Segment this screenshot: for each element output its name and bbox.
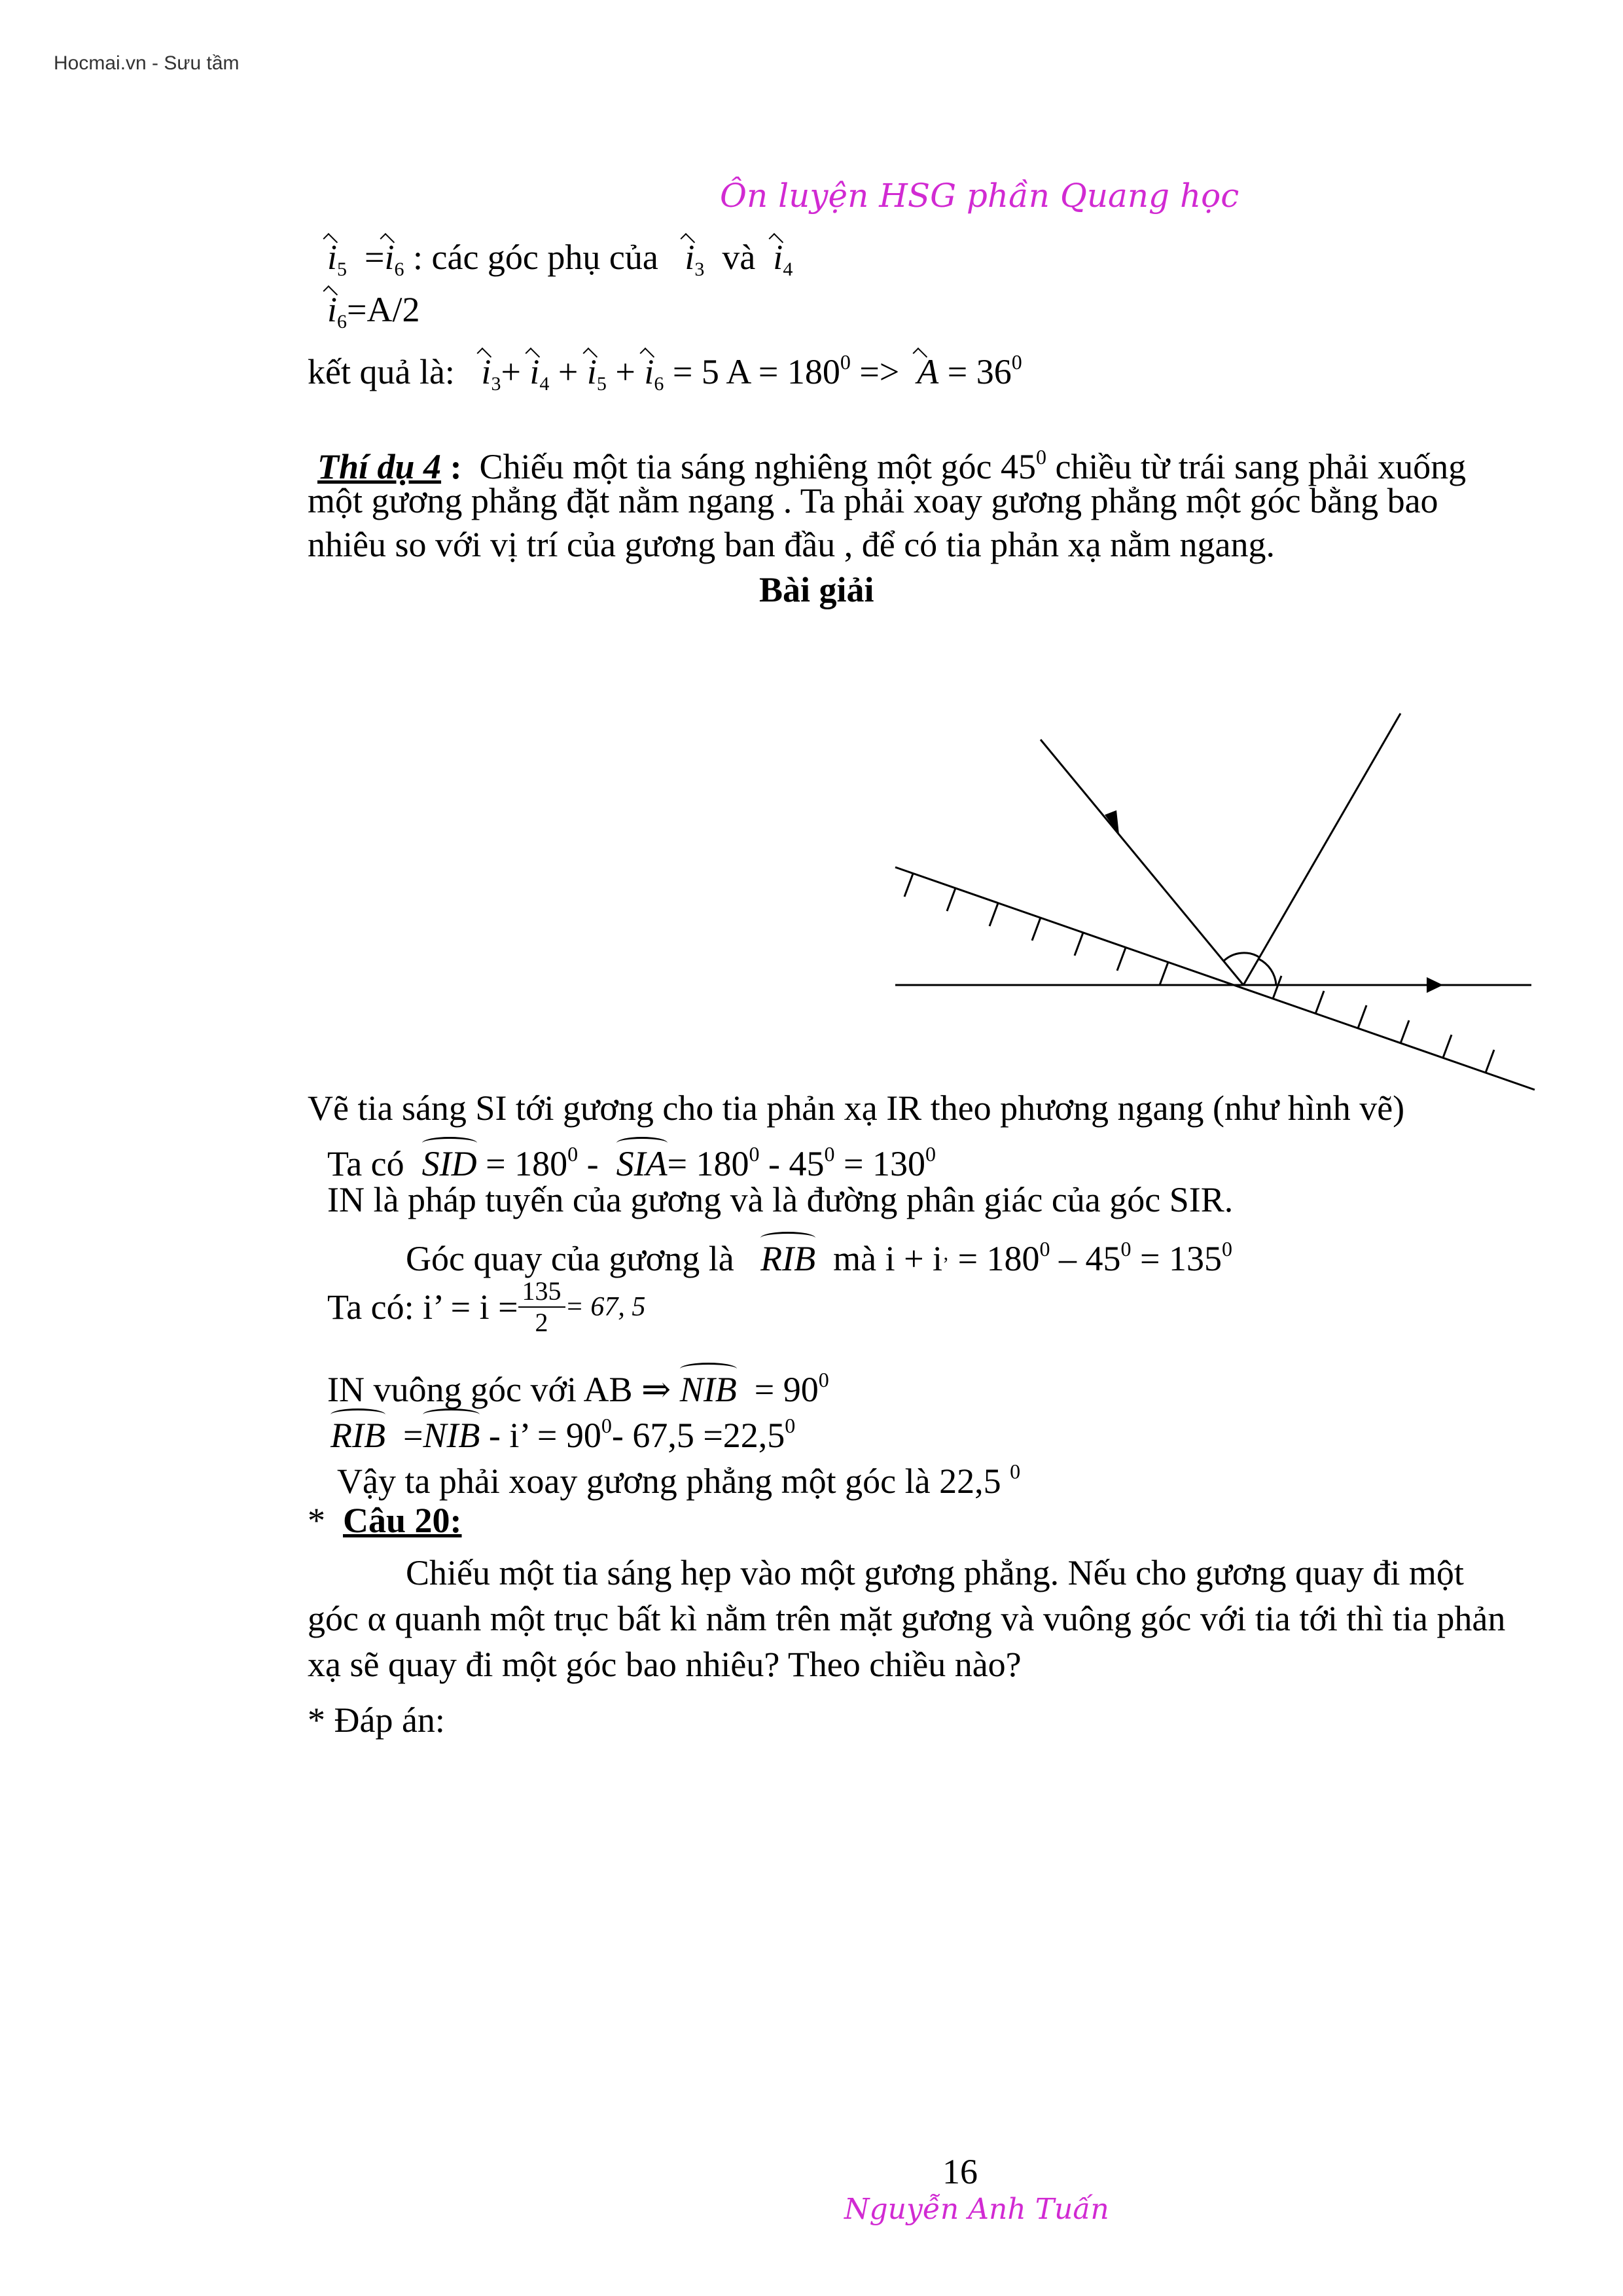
answer-label: * Đáp án:: [308, 1700, 445, 1740]
reflected-arrowhead: [1427, 977, 1443, 993]
example-line-3: nhiêu so với vị trí của gương ban đầu , để có tia phản xạ nằm ngang.: [308, 525, 1275, 564]
incident-ray: [1041, 740, 1243, 985]
solution-line-8: Vậy ta phải xoay gương phẳng một góc là 22,5 $^0$: [337, 1460, 1021, 1501]
formula-line-1: $i_5 =i_6$ : các góc phụ của $i_3$ và $i_4$: [327, 236, 793, 291]
example-line-1: Thí dụ 4 : Chiếu một tia sáng nghiêng một góc $45^0$ chiều từ trái sang phải xuống: [317, 445, 1467, 486]
angle-arc-2: [1258, 959, 1276, 985]
question-line-1: Chiếu một tia sáng hẹp vào một gương phẳng. Nếu cho gương quay đi một: [406, 1553, 1464, 1592]
formula-line-3: kết quả là: $i_3+ i_4 + i_5 + i_6 = 5$ $A = 180^0 => A = 36^0$: [308, 350, 1022, 395]
formula-line-2: $i_6=A/2$: [327, 288, 419, 344]
angle-arc-1: [1224, 953, 1260, 961]
example-line-2: một gương phẳng đặt nằm ngang . Ta phải xoay gương phẳng một góc bằng bao: [308, 481, 1438, 520]
solution-line-2: Ta có SID = $180^0 - SIA= 180^0 - 45^0 = 130^0$: [327, 1132, 936, 1185]
page-title: Ôn luyện HSG phần Quang học: [720, 177, 1240, 215]
solution-line-5: Ta có: i’ = i = $\frac{135}{2}$ = 67, 5: [327, 1276, 646, 1337]
source-label: Hocmai.vn - Sưu tầm: [54, 52, 240, 74]
solution-line-1: Vẽ tia sáng SI tới gương cho tia phản xạ IR theo phương ngang (như hình vẽ): [308, 1088, 1405, 1128]
question-line-2: góc α quanh một trục bất kì nằm trên mặt gương và vuông góc với tia tới thì tia phản: [308, 1599, 1506, 1638]
page-number: 16: [942, 2152, 978, 2191]
question-line-3: xạ sẽ quay đi một góc bao nhiêu? Theo chiều nào?: [308, 1645, 1022, 1684]
reflection-diagram: [877, 707, 1551, 1100]
solution-line-7: RIB =NIB - i’ = $90^0-$ $67,5 =22,5^0$: [330, 1404, 795, 1457]
solution-line-6: IN vuông góc với AB ⇒ NIB = $90^0$: [327, 1358, 829, 1411]
normal-line: [1243, 713, 1400, 985]
solution-line-4: Góc quay của gương là RIB mà i + i’ = $180^0 - 45^0 = 135^0$: [406, 1227, 1232, 1286]
incident-arrowhead: [1105, 810, 1119, 834]
solution-line-3: IN là pháp tuyến của gương và là đường phân giác của góc SIR.: [327, 1180, 1234, 1219]
question-label: * Câu 20:: [308, 1501, 462, 1540]
solution-title: Bài giải: [759, 570, 874, 609]
mirror-line: [895, 867, 1535, 1090]
author-signature: Nguyễn Anh Tuấn: [844, 2193, 1109, 2226]
